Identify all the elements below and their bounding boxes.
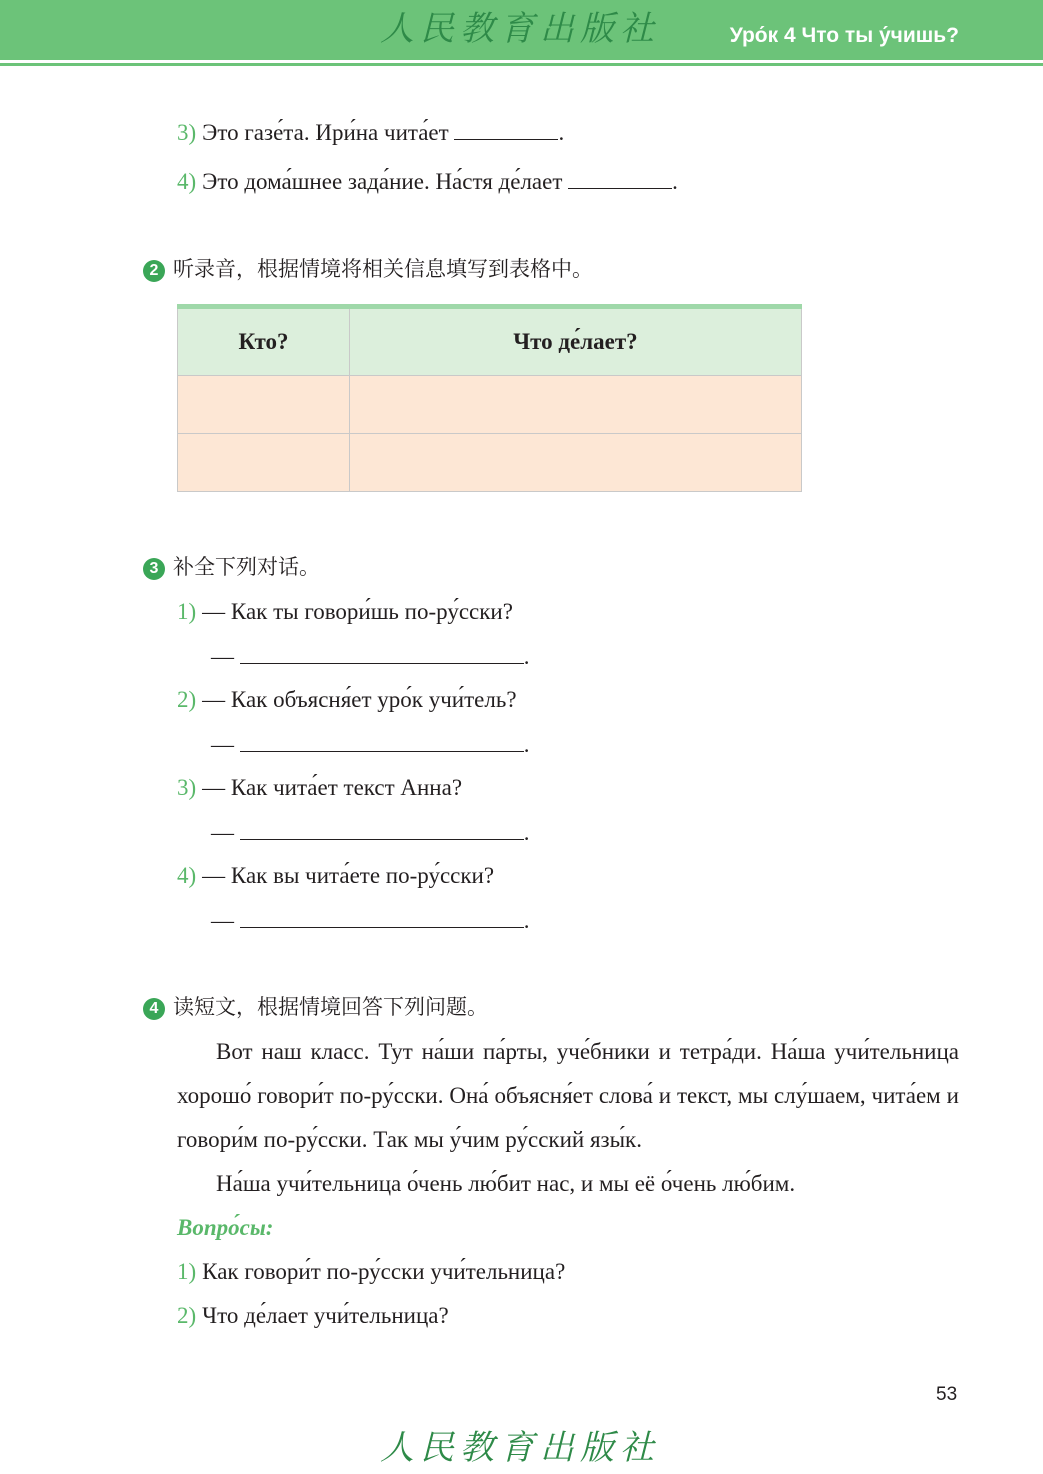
table-header-who: Кто? <box>178 307 350 376</box>
task-number-badge: 4 <box>143 998 165 1020</box>
task4-heading: 4 读短文，根据情境回答下列问题。 <box>143 992 488 1022</box>
table-cell[interactable] <box>350 376 802 434</box>
dialog-answer-3: — . <box>211 817 530 848</box>
questions-heading: Вопро́сы: <box>177 1215 274 1240</box>
dialog-question-3: 3) — Как чита́ет текст Анна? <box>177 775 463 800</box>
publisher-logo: 人民教育出版社 <box>380 9 660 49</box>
answer-blank[interactable] <box>240 905 524 928</box>
dialog-answer-2: — . <box>211 729 530 760</box>
reading-question-2: 2) Что де́лает учи́тельница? <box>177 1303 449 1328</box>
table-header-what: Что де́лает? <box>350 307 802 376</box>
footer-publisher-logo: 人民教育出版社 <box>380 1428 660 1468</box>
table-cell[interactable] <box>178 376 350 434</box>
task-number-badge: 3 <box>143 558 165 580</box>
table-cell[interactable] <box>178 434 350 492</box>
header-divider <box>0 63 1043 66</box>
page-header <box>0 0 1043 60</box>
listening-table <box>177 304 802 492</box>
table-cell[interactable] <box>350 434 802 492</box>
dialog-question-1: 1) — Как ты говори́шь по-ру́сски? <box>177 599 513 624</box>
table-row <box>178 376 802 434</box>
task3-heading: 3 补全下列对话。 <box>143 552 320 582</box>
answer-blank[interactable] <box>240 817 524 840</box>
page-number: 53 <box>936 1384 958 1405</box>
dialog-question-4: 4) — Как вы чита́ете по-ру́сски? <box>177 863 495 888</box>
task-number-badge: 2 <box>143 260 165 282</box>
answer-blank[interactable] <box>568 166 672 189</box>
lesson-title: Уро́к 4 Что ты у́чишь? <box>729 24 959 47</box>
reading-question-1: 1) Как говори́т по-ру́сски учи́тельница? <box>177 1259 566 1284</box>
dialog-answer-1: — . <box>211 641 530 672</box>
answer-blank[interactable] <box>240 641 524 664</box>
dialog-question-2: 2) — Как объясня́ет уро́к учи́тель? <box>177 687 517 712</box>
task1-item-3: 3) Это газе́та. Ири́на чита́ет . <box>177 117 564 148</box>
task1-item-4: 4) Это дома́шнее зада́ние. На́стя де́лает . <box>177 166 678 197</box>
task2-heading: 2 听录音，根据情境将相关信息填写到表格中。 <box>143 254 593 284</box>
dialog-answer-4: — . <box>211 905 530 936</box>
answer-blank[interactable] <box>240 729 524 752</box>
reading-paragraph-2: На́ша учи́тельница о́чень лю́бит нас, и мы её о́чень лю́бим. <box>216 1171 796 1196</box>
table-row <box>178 434 802 492</box>
reading-paragraph-1: Вот наш класс. Тут на́ши па́рты, уче́бники и тетра́ди. На́ша учи́тельница хорошо́ говори́т по-ру́сски. Она́ объясня́ет слова́ и текст, мы слу́шаем, чита́ем и говори́м по-ру́сски. Так мы у́чим ру́сский язы́к. <box>177 1039 959 1152</box>
answer-blank[interactable] <box>454 117 558 140</box>
